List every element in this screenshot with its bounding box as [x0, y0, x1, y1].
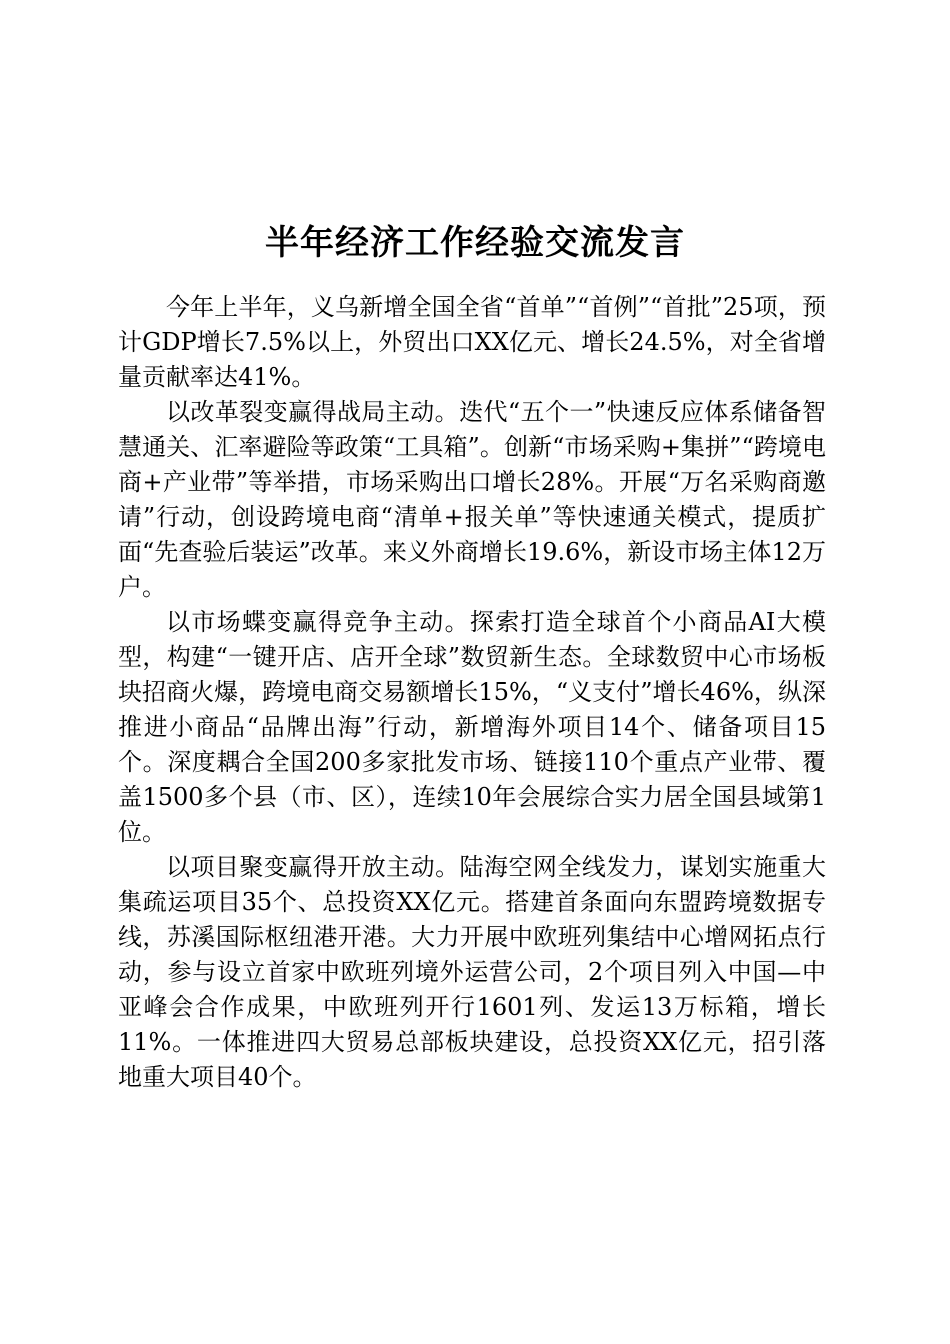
document-title: 半年经济工作经验交流发言	[265, 222, 685, 263]
document-body	[118, 290, 826, 1095]
paragraph-project: 以项目聚变赢得开放主动。陆海空网全线发力，谋划实施重大集疏运项目35个、总投资XX亿元。搭建首条面向东盟跨境数据专线，苏溪国际枢纽港开港。大力开展中欧班列集结中心增网拓点行动，参与设立首家中欧班列境外运营公司，2个项目列入中国—中亚峰会合作成果，中欧班列开行1601列、发运13万标箱，增长11%。一体推进四大贸易总部板块建设，总投资XX亿元，招引落地重大项目40个。	[118, 853, 826, 1091]
paragraph-market: 以市场蝶变赢得竞争主动。探索打造全球首个小商品AI大模型，构建“一键开店、店开全球”数贸新生态。全球数贸中心市场板块招商火爆，跨境电商交易额增长15%，“义支付”增长46%，纵深推进小商品“品牌出海”行动，新增海外项目14个、储备项目15个。深度耦合全国200多家批发市场、链接110个重点产业带、覆盖1500多个县（市、区），连续10年会展综合实力居全国县域第1位。	[118, 608, 826, 846]
paragraph-reform: 以改革裂变赢得战局主动。迭代“五个一”快速反应体系储备智慧通关、汇率避险等政策“工具箱”。创新“市场采购+集拼”“跨境电商+产业带”等举措，市场采购出口增长28%。开展“万名采购商邀请”行动，创设跨境电商“清单+报关单”等快速通关模式，提质扩面“先查验后装运”改革。来义外商增长19.6%，新设市场主体12万户。	[118, 398, 826, 601]
paragraph-intro: 今年上半年，义乌新增全国全省“首单”“首例”“首批”25项，预计GDP增长7.5%以上，外贸出口XX亿元、增长24.5%，对全省增量贡献率达41%。	[118, 293, 826, 391]
